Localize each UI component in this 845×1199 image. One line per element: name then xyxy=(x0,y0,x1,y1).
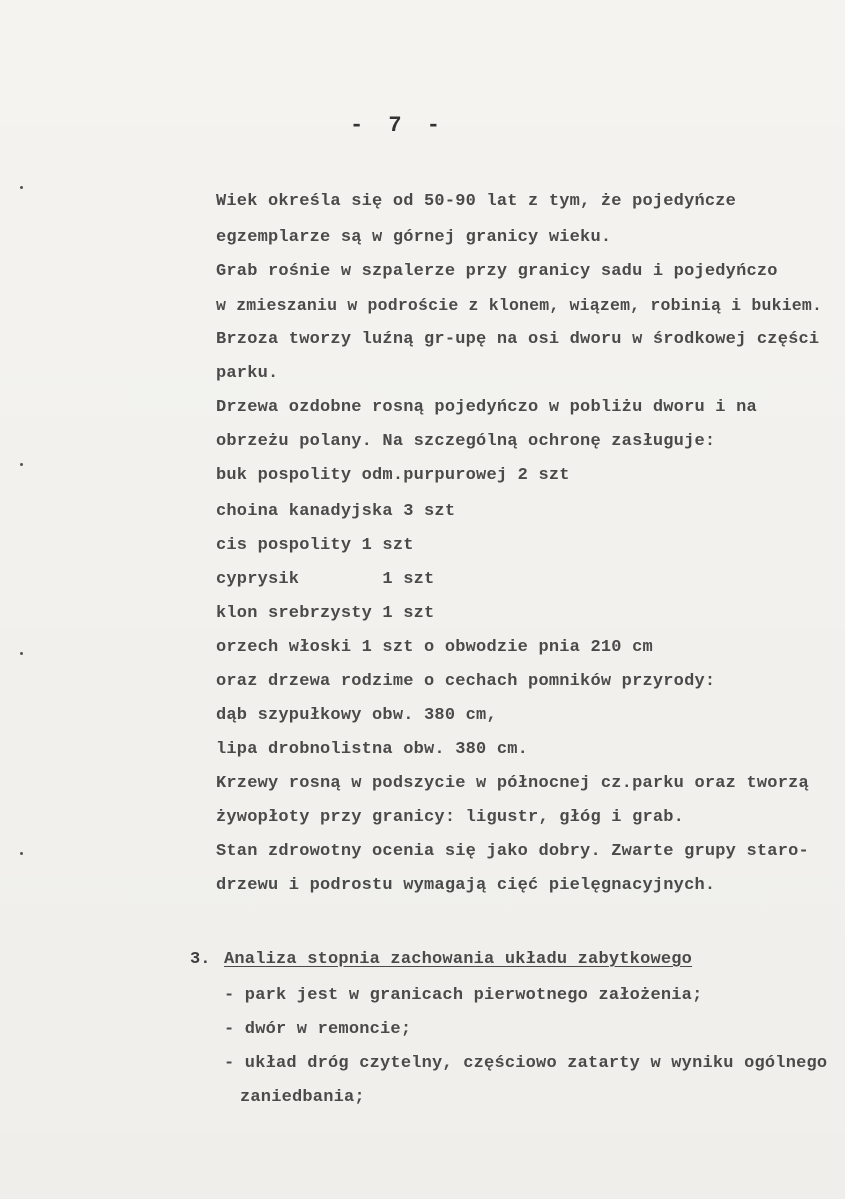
text-line: żywopłoty przy granicy: ligustr, głóg i grab. xyxy=(216,808,685,827)
text-line: Drzewa ozdobne rosną pojedyńczo w pobliżu dworu i na xyxy=(216,398,757,417)
text-line: klon srebrzysty 1 szt xyxy=(216,604,435,623)
list-item: - park jest w granicach pierwotnego założenia; xyxy=(224,986,703,1005)
list-item: - układ dróg czytelny, częściowo zatarty w wyniku ogólnego xyxy=(224,1054,828,1073)
text-line: choina kanadyjska 3 szt xyxy=(216,502,456,521)
margin-mark xyxy=(20,852,23,855)
text-line: dąb szypułkowy obw. 380 cm, xyxy=(216,706,497,725)
text-line: Stan zdrowotny ocenia się jako dobry. Zwarte grupy staro- xyxy=(216,842,809,861)
text-line: cis pospolity 1 szt xyxy=(216,536,414,555)
text-line: Wiek określa się od 50-90 lat z tym, że pojedyńcze xyxy=(216,192,737,211)
text-line: obrzeżu polany. Na szczególną ochronę zasługuje: xyxy=(216,432,716,451)
text-line: buk pospolity odm.purpurowej 2 szt xyxy=(216,466,570,485)
margin-mark xyxy=(20,186,23,189)
text-line: egzemplarze są w górnej granicy wieku. xyxy=(216,228,612,247)
text-line: lipa drobnolistna obw. 380 cm. xyxy=(216,740,529,759)
text-line: cyprysik 1 szt xyxy=(216,570,435,589)
text-line: orzech włoski 1 szt o obwodzie pnia 210 cm xyxy=(216,638,653,657)
text-line: Brzoza tworzy luźną gr-upę na osi dworu w środkowej części xyxy=(216,330,820,349)
page-number: - 7 - xyxy=(350,113,447,138)
margin-mark xyxy=(20,652,23,655)
margin-mark xyxy=(20,463,23,466)
list-item: - dwór w remoncie; xyxy=(224,1020,412,1039)
text-line: Krzewy rosną w podszycie w północnej cz.parku oraz tworzą xyxy=(216,774,809,793)
section-number: 3. xyxy=(190,950,211,969)
text-line: parku. xyxy=(216,364,279,383)
text-line: drzewu i podrostu wymagają cięć pielęgnacyjnych. xyxy=(216,876,716,895)
text-line: oraz drzewa rodzime o cechach pomników przyrody: xyxy=(216,672,716,691)
section-title: Analiza stopnia zachowania układu zabytkowego xyxy=(224,950,693,969)
text-line: w zmieszaniu w podroście z klonem, wiązem, robinią i bukiem. xyxy=(216,296,823,315)
list-item: zaniedbania; xyxy=(240,1088,365,1107)
text-line: Grab rośnie w szpalerze przy granicy sadu i pojedyńczo xyxy=(216,262,778,281)
